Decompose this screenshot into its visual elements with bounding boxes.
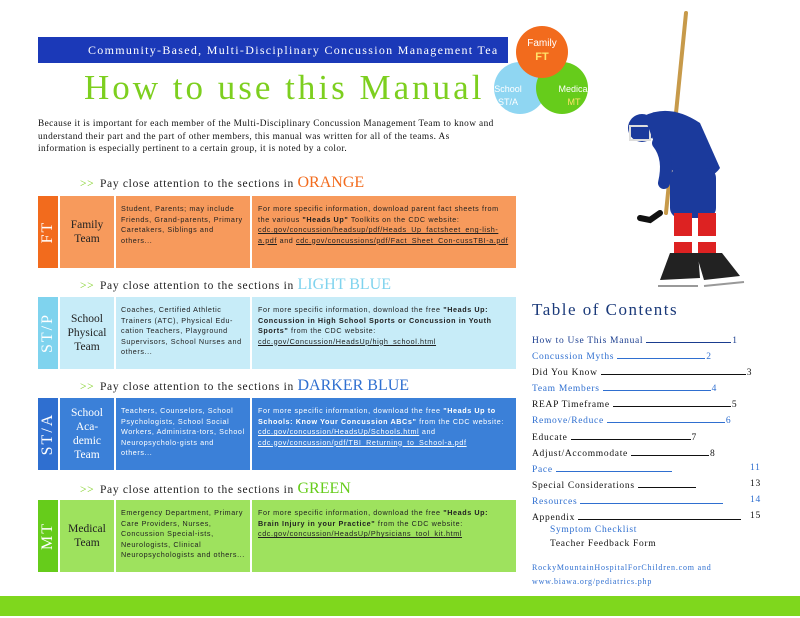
- skate-right: [696, 253, 740, 280]
- toc-leader: [601, 366, 746, 375]
- cdc-link[interactable]: cdc.gov/concussion/HeadsUp/Schools.html: [258, 427, 420, 436]
- team-name: School Physical Team: [60, 297, 114, 369]
- team-code: ST/P: [38, 297, 58, 369]
- team-row-school-academic: [38, 398, 516, 470]
- toc-page-number: 11: [750, 463, 761, 473]
- team-members: Coaches, Certified Athletic Trainers (ATC), Physical Edu-cation Teachers, Playground Supervisors, School Nurses and others...: [116, 297, 250, 369]
- toc-page-number: 6: [725, 416, 732, 426]
- toc-page-number: 5: [731, 400, 738, 410]
- sock-right: [698, 213, 716, 253]
- toc-item[interactable]: [532, 431, 697, 443]
- team-info: For more specific information, download parent fact sheets from the various "Heads Up" Toolkits on the CDC website: cdc.gov/concussion/headsup/pdf/Heads_Up_factsheet_eng-lish-a.pdf and cdc.gov/concussions/pdf/Fact_Sheet_Con-cussTBI-a.pdf: [252, 196, 516, 268]
- hockey-player-image: [600, 8, 790, 328]
- team-info: For more specific information, download the free "Heads Up: Brain Injury in your Practice" from the CDC website: cdc.gov/concussion/HeadsUp/Physicians_tool_kit.html: [252, 500, 516, 572]
- section-heading-green: [80, 480, 351, 498]
- team-members: Emergency Department, Primary Care Providers, Nurses, Concussion Special-ists, Neurologists, Clinical Neuropsychologists and others...: [116, 500, 250, 572]
- toc-item[interactable]: [532, 479, 761, 491]
- team-row-school-physical: [38, 297, 516, 369]
- arrow-icon: >>: [80, 178, 95, 190]
- page-title: How to use this Manual: [84, 68, 485, 107]
- team-name: Medical Team: [60, 500, 114, 572]
- toc-item[interactable]: [532, 334, 738, 346]
- team-members: Teachers, Counselors, School Psychologists, School Social Workers, Administra-tors, School Neuropsycholo-gists and others...: [116, 398, 250, 470]
- toc-item-label: Did You Know: [532, 368, 598, 378]
- toc-item-label: Special Considerations: [532, 481, 635, 491]
- toc-page-number: 7: [691, 433, 697, 443]
- toc-page-number: 1: [732, 336, 738, 346]
- section-heading-text: Pay close attention to the sections in: [99, 484, 294, 496]
- team-info: For more specific information, download the free "Heads Up to Schools: Know Your Concussion ABCs" from the CDC website: cdc.gov/concussion/HeadsUp/Schools.html and cdc.gov/concussion/pdf/TBI_Returning_to_School-a.pdf: [252, 398, 516, 470]
- website-link[interactable]: RockyMountainHospitalForChildren.com and: [532, 563, 712, 572]
- section-heading-orange: [80, 174, 364, 192]
- section-color-word: ORANGE: [297, 174, 365, 191]
- toc-item[interactable]: [532, 366, 752, 378]
- toc-page-number: 8: [709, 449, 716, 459]
- toc-page-number: 2: [706, 352, 712, 362]
- toc-item-label: Concussion Myths: [532, 352, 615, 362]
- toc-item-label: Remove/Reduce: [532, 416, 604, 426]
- arrow-icon: >>: [80, 280, 95, 292]
- toc-leader: [571, 431, 691, 440]
- section-heading-darker-blue: [80, 377, 409, 395]
- toc-leader: [556, 463, 672, 472]
- cdc-link[interactable]: cdc.gov/concussion/headsup/pdf/Heads_Up_factsheet_eng-lish-a.pdf: [258, 225, 499, 245]
- toc-title: Table of Contents: [532, 300, 679, 319]
- footer-bar: [0, 596, 800, 616]
- team-name: School Aca-demic Team: [60, 398, 114, 470]
- arrow-icon: >>: [80, 484, 95, 496]
- toc-page-number: 13: [750, 479, 761, 489]
- toc-item[interactable]: [532, 414, 731, 426]
- section-heading-text: Pay close attention to the sections in: [99, 280, 294, 292]
- toc-item-label: Symptom Checklist: [550, 525, 638, 535]
- toc-leader: [578, 511, 741, 520]
- venn-medical-label: Medical: [558, 84, 590, 94]
- cdc-link[interactable]: cdc.gov/Concussion/HeadsUp/high_school.html: [258, 336, 437, 346]
- section-color-word: LIGHT BLUE: [297, 276, 391, 293]
- toc-leader: [617, 350, 705, 359]
- header-banner: Community-Based, Multi-Disciplinary Concussion Management Tea: [38, 37, 508, 63]
- venn-medical-code: MT: [567, 97, 581, 107]
- websites: [532, 561, 712, 589]
- team-code: ST/A: [38, 398, 58, 470]
- toc-item-label: Pace: [532, 465, 553, 475]
- team-code: FT: [38, 196, 58, 268]
- toc-item[interactable]: [532, 463, 761, 475]
- toc-item[interactable]: [532, 382, 717, 394]
- toc-item[interactable]: [532, 447, 715, 459]
- toc-item-label: Adjust/Accommodate: [532, 449, 628, 459]
- toc-page-number: 3: [746, 368, 753, 378]
- toc-item[interactable]: [550, 539, 656, 549]
- section-heading-text: Pay close attention to the sections in: [99, 381, 294, 393]
- venn-family-code: FT: [535, 51, 549, 63]
- team-members: Student, Parents; may include Friends, Grand-parents, Primary Caretakers, Siblings and others...: [116, 196, 250, 268]
- toc-item[interactable]: [550, 525, 637, 535]
- skate-left: [660, 253, 700, 280]
- toc-item[interactable]: [532, 398, 737, 410]
- section-heading-text: Pay close attention to the sections in: [99, 178, 294, 190]
- toc-leader: [607, 414, 725, 423]
- toc-item[interactable]: [532, 495, 761, 507]
- venn-school-label: School: [494, 84, 522, 94]
- toc-item-label: Teacher Feedback Form: [550, 539, 657, 549]
- toc-item-label: How to Use This Manual: [532, 336, 644, 346]
- team-name: Family Team: [60, 196, 114, 268]
- website-link[interactable]: www.biawa.org/pediatrics.php: [532, 577, 653, 586]
- team-info: For more specific information, download the free "Heads Up: Concussion in High School Sports or Concussion in Youth Sports" from the CDC website: cdc.gov/Concussion/HeadsUp/high_school.html: [252, 297, 516, 369]
- toc-item-label: Resources: [532, 497, 578, 507]
- section-heading-light-blue: [80, 276, 391, 294]
- team-row-medical: [38, 500, 516, 572]
- venn-family-label: Family: [527, 38, 557, 49]
- intro-paragraph: Because it is important for each member of the Multi-Disciplinary Concussion Management Team to know and understand their part and the part of other members, this manual was written for all of the teams. As information is especially pertinent to a certain group, it is noted by a color.: [38, 119, 494, 155]
- team-venn-diagram: [470, 22, 600, 122]
- team-code: MT: [38, 500, 58, 572]
- toc-page-number: 4: [711, 384, 718, 394]
- toc-leader: [638, 479, 696, 488]
- toc-item-label: Team Members: [532, 384, 600, 394]
- toc-page-number: 15: [750, 511, 761, 521]
- cdc-link[interactable]: cdc.gov/concussion/pdf/TBI_Returning_to_School-a.pdf: [258, 437, 467, 447]
- venn-school-code: ST/A: [497, 97, 519, 107]
- toc-item[interactable]: [532, 511, 761, 523]
- arrow-icon: >>: [80, 381, 95, 393]
- toc-leader: [603, 382, 711, 391]
- cdc-link[interactable]: cdc.gov/concussion/HeadsUp/Physicians_tool_kit.html: [258, 529, 462, 538]
- toc-item-label: REAP Timeframe: [532, 400, 610, 410]
- sock-left: [674, 213, 692, 253]
- toc-item-label: Appendix: [532, 513, 576, 523]
- toc-page-number: 14: [750, 495, 761, 505]
- toc-leader: [646, 334, 731, 343]
- toc-item[interactable]: [532, 350, 712, 362]
- section-color-word: GREEN: [297, 480, 351, 497]
- toc-item-label: Educate: [532, 433, 568, 443]
- team-row-family: [38, 196, 516, 268]
- section-color-word: DARKER BLUE: [297, 377, 410, 394]
- toc-leader: [613, 398, 731, 407]
- toc-leader: [631, 447, 709, 456]
- toc-leader: [580, 495, 723, 504]
- cdc-link[interactable]: cdc.gov/concussions/pdf/Fact_Sheet_Con-cussTBI-a.pdf: [296, 235, 509, 245]
